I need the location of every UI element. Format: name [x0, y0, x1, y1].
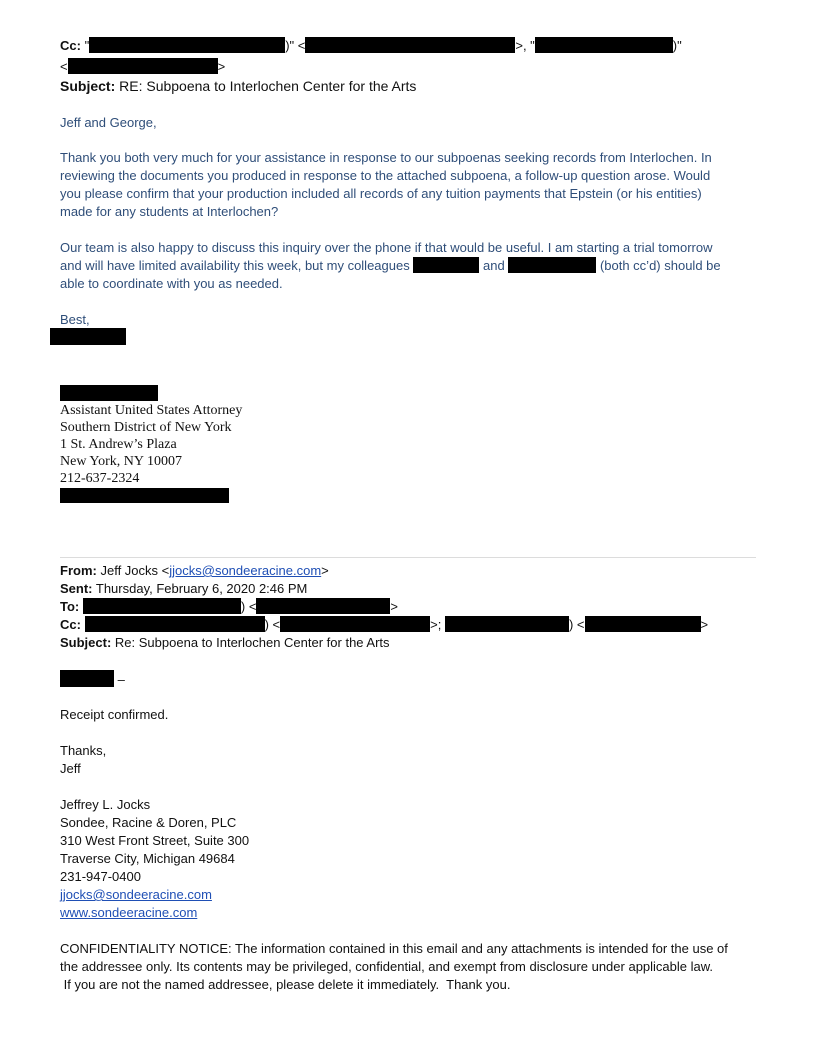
- to-gt: >: [390, 599, 399, 614]
- subject-label: Subject:: [60, 78, 116, 94]
- subject-label: Subject:: [60, 635, 112, 650]
- from-email-link[interactable]: jjocks@sondeeracine.com: [169, 563, 322, 578]
- cc-sep: )" <: [285, 38, 306, 53]
- redaction: [413, 257, 479, 273]
- website-link[interactable]: www.sondeeracine.com: [60, 905, 198, 920]
- cc-original-line: [60, 616, 708, 634]
- dash: –: [117, 672, 125, 687]
- cc-label: Cc:: [60, 617, 81, 632]
- body-text: Receipt confirmed.: [60, 707, 169, 722]
- sender-short-name: Jeff: [60, 761, 81, 776]
- sent-line: [60, 580, 307, 598]
- confidentiality-notice: If you are not the named addressee, please delete it immediately. Thank you.: [60, 977, 511, 992]
- redaction: [305, 37, 515, 53]
- to-sep: ) <: [240, 599, 257, 614]
- redaction: [256, 598, 390, 614]
- from-label: From:: [60, 563, 97, 578]
- signature-line: Jeffrey L. Jocks: [60, 797, 151, 812]
- redaction: [508, 257, 596, 273]
- cc-line-2: [60, 58, 225, 76]
- signature-line: Sondee, Racine & Doren, PLC: [60, 815, 237, 830]
- cc-line: [60, 37, 682, 55]
- redaction: [85, 616, 265, 632]
- signature-web-line: [60, 904, 197, 922]
- subject-text: Re: Subpoena to Interlochen Center for the Arts: [114, 635, 390, 650]
- para2-line: Our team is also happy to discuss this inquiry over the phone if that would be useful. I am starting a trial tomorrow: [60, 240, 713, 255]
- para1-line: you please confirm that your production included all records of any tuition payments that Epstein (or his entities): [60, 186, 702, 201]
- para2-text: and will have limited availability this week, but my colleagues: [60, 258, 410, 273]
- cc-sep: >;: [430, 617, 442, 632]
- redaction: [60, 488, 229, 503]
- cc-label: Cc:: [60, 38, 81, 53]
- signature-line: Traverse City, Michigan 49684: [60, 851, 235, 866]
- sent-label: Sent:: [60, 581, 93, 596]
- para2-line: [60, 257, 721, 275]
- signature-line: 310 West Front Street, Suite 300: [60, 833, 250, 848]
- cc-quote: )": [672, 38, 682, 53]
- email-link[interactable]: jjocks@sondeeracine.com: [60, 887, 212, 902]
- subject-text: RE: Subpoena to Interlochen Center for the Arts: [119, 78, 417, 94]
- to-label: To:: [60, 599, 80, 614]
- salutation-line: [60, 670, 125, 689]
- signature-line: 231-947-0400: [60, 869, 141, 884]
- para2-line: able to coordinate with you as needed.: [60, 276, 283, 291]
- from-line: [60, 562, 329, 580]
- signature-line: 212-637-2324: [60, 471, 140, 486]
- closing: Best,: [60, 312, 90, 327]
- cc-quote: ": [84, 38, 90, 53]
- from-gt: >: [321, 563, 329, 578]
- to-line: [60, 598, 398, 616]
- subject-original-line: [60, 634, 390, 652]
- cc-gt: >: [217, 59, 226, 74]
- redaction: [280, 616, 430, 632]
- redaction: [83, 598, 241, 614]
- para1-line: Thank you both very much for your assistance in response to our subpoenas seeking records from Interlochen. In: [60, 150, 712, 165]
- signature-line: New York, NY 10007: [60, 454, 182, 469]
- confidentiality-notice: the addressee only. Its contents may be privileged, confidential, and exempt from disclosure under applicable law.: [60, 959, 714, 974]
- para2-text: (both cc’d) should be: [599, 258, 721, 273]
- cc-sep: ) <: [568, 617, 585, 632]
- redaction: [445, 616, 569, 632]
- redaction: [535, 37, 673, 53]
- greeting: Jeff and George,: [60, 115, 157, 130]
- redaction: [68, 58, 218, 74]
- thanks: Thanks,: [60, 743, 107, 758]
- signature-email-line: [60, 886, 212, 904]
- cc-sep: >, ": [515, 38, 535, 53]
- cc-gt: >: [700, 617, 709, 632]
- from-name: Jeff Jocks <: [100, 563, 170, 578]
- cc-sep: ) <: [264, 617, 281, 632]
- para2-text: and: [482, 258, 505, 273]
- cc-lt: <: [60, 59, 68, 74]
- para1-line: made for any students at Interlochen?: [60, 204, 279, 219]
- sent-date: Thursday, February 6, 2020 2:46 PM: [95, 581, 308, 596]
- para1-line: reviewing the documents you produced in response to the attached subpoena, a follow-up question arose. Would: [60, 168, 711, 183]
- confidentiality-notice: CONFIDENTIALITY NOTICE: The information contained in this email and any attachments is intended for the use of: [60, 941, 728, 956]
- signature-line: Southern District of New York: [60, 420, 232, 435]
- redaction: [89, 37, 285, 53]
- redaction: [50, 328, 126, 345]
- signature-line: 1 St. Andrew’s Plaza: [60, 437, 177, 452]
- redaction: [60, 670, 114, 687]
- redaction: [60, 385, 158, 401]
- signature-line: Assistant United States Attorney: [60, 403, 243, 418]
- divider: [60, 557, 756, 558]
- subject-line: [60, 77, 416, 95]
- redaction: [585, 616, 701, 632]
